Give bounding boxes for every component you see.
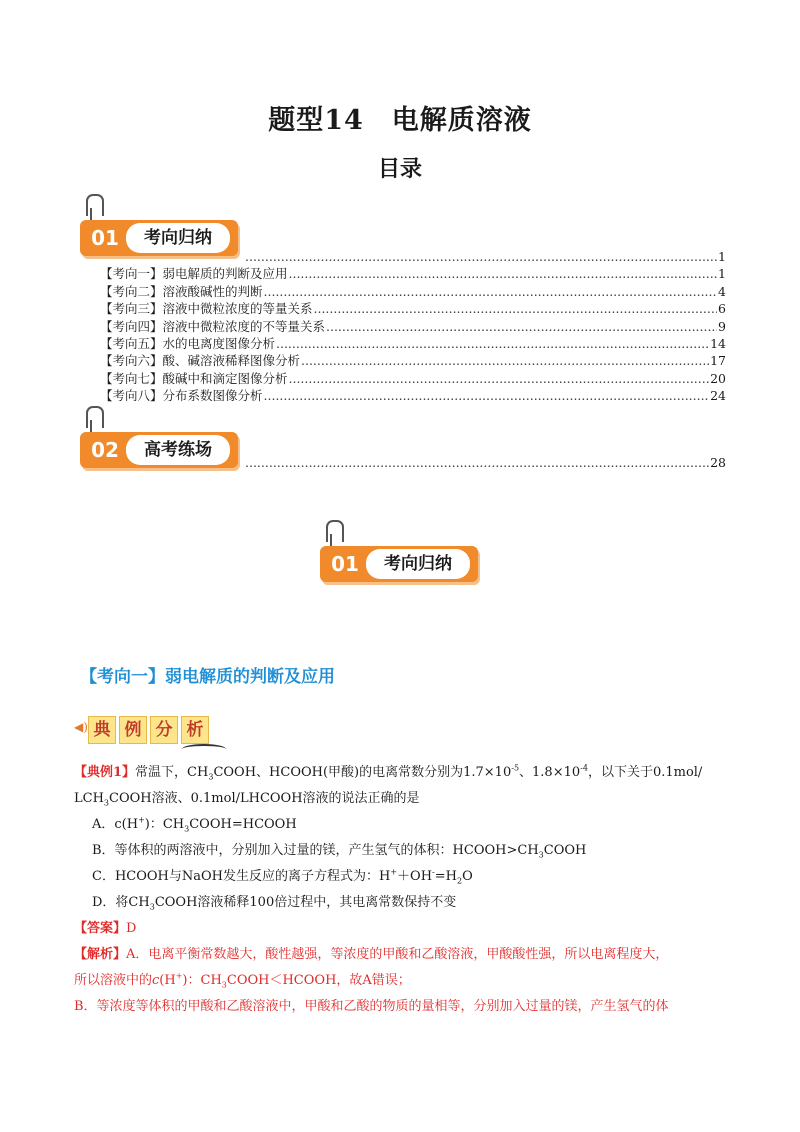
toc-row-section2[interactable] <box>244 454 726 471</box>
clip-icon <box>326 520 344 542</box>
tag-char: 例 <box>119 716 147 744</box>
badge-label: 考向归纳 <box>366 549 470 579</box>
toc-row[interactable] <box>100 387 726 404</box>
example-analysis-tag <box>74 716 234 752</box>
toc-section2 <box>244 454 726 471</box>
toc-page: 20 <box>710 370 726 386</box>
toc-label: 【考向七】酸碱中和滴定图像分析 <box>100 370 288 386</box>
speaker-icon: ◀) <box>74 720 88 734</box>
superscript: -4 <box>580 763 588 773</box>
section-heading: 【考向一】弱电解质的判断及应用 <box>80 667 335 687</box>
badge-number: 02 <box>91 438 119 462</box>
toc-page: 24 <box>710 388 726 404</box>
subscript: 3 <box>208 772 214 782</box>
clip-icon <box>86 406 104 428</box>
analysis-text: B．等浓度等体积的甲酸和乙酸溶液中，甲酸和乙酸的物质的量相等，分别加入过量的镁，产生氢气的体 <box>74 999 669 1014</box>
toc-row-section1[interactable] <box>100 248 726 265</box>
toc-row[interactable] <box>100 370 726 387</box>
page-title: 题型14 电解质溶液 <box>268 105 532 136</box>
toc-page: 1 <box>718 249 726 264</box>
subscript: 3 <box>103 798 110 808</box>
tag-char: 典 <box>88 716 116 744</box>
toc-label: 【考向二】溶液酸碱性的判断 <box>100 283 263 299</box>
option-c: C．HCOOH与NaOH发生反应的离子方程式为：$H^++OH^-=H_2O$ <box>92 867 473 886</box>
badge-number: 01 <box>91 226 119 250</box>
toc-page: 1 <box>718 266 726 282</box>
toc-row[interactable] <box>100 283 726 300</box>
badge-label: 高考练场 <box>126 435 230 465</box>
toc-page: 4 <box>718 283 726 299</box>
stem-text: ，以下关于0.1mol/ <box>587 765 703 780</box>
toc-row[interactable] <box>100 335 726 352</box>
toc-label: 【考向五】水的电离度图像分析 <box>100 336 276 352</box>
stem-text: COOH溶液、0.1mol/LHCOOH溶液的说法正确的是 <box>109 791 420 806</box>
toc-row[interactable] <box>100 352 726 369</box>
toc-page: 28 <box>710 455 726 470</box>
answer <box>74 916 734 942</box>
toc-page: 6 <box>718 301 726 317</box>
toc-label: 【考向八】分布系数图像分析 <box>100 388 263 404</box>
toc-label: 【考向三】溶液中微粒浓度的等量关系 <box>100 301 313 317</box>
toc-row[interactable] <box>100 265 726 282</box>
analysis-text: A．电离平衡常数越大，酸性越强，等浓度的甲酸和乙酸溶液，甲酸酸性强，所以电离程度大， <box>126 947 669 962</box>
badge-label: 考向归纳 <box>126 223 230 253</box>
toc-page: 9 <box>718 318 726 334</box>
analysis-text: 所以溶液中的 <box>74 973 153 988</box>
toc-row[interactable] <box>100 318 726 335</box>
toc-label: 【考向六】酸、碱溶液稀释图像分析 <box>100 353 301 369</box>
option-b: B．等体积的两溶液中，分别加入过量的镁，产生氢气的体积：$HCOOH>CH_3COOH$ <box>92 843 587 860</box>
table-of-contents <box>100 248 726 405</box>
option-d: D．将$CH_3COOH$溶液稀释100倍过程中，其电离常数保持不变 <box>92 895 457 912</box>
answer-tag: 【答案】 <box>74 921 127 936</box>
option-a: A．c(H+)：$CH_3COOH=HCOOH$ <box>92 815 297 834</box>
tag-char: 析 <box>181 716 209 744</box>
section-badge-01-body <box>318 520 486 586</box>
toc-label: 【考向一】弱电解质的判断及应用 <box>100 266 288 282</box>
toc-page: 17 <box>710 353 726 369</box>
superscript: -5 <box>511 763 520 773</box>
stem-text: LCH <box>74 791 104 806</box>
section-badge-02 <box>78 406 246 472</box>
stem-text: 常温下，CH <box>135 765 209 780</box>
answer-value: D <box>126 921 137 936</box>
badge-number: 01 <box>331 552 359 576</box>
question-stem <box>74 760 734 812</box>
toc-page: 14 <box>710 336 726 352</box>
stem-text: COOH、HCOOH(甲酸)的电离常数分别为1.7×10 <box>213 765 512 780</box>
analysis: 【解析】A．电离平衡常数越大，酸性越强，等浓度的甲酸和乙酸溶液，甲酸酸性强，所以电离程度大， 所以溶液中的c(H+)：$CH_3COOH<HCOOH$，故A错误； B．等浓度等体积的甲酸和乙酸溶液中，甲酸和乙酸的物质的量相等，分别加入过量的镁，产生氢气的体 <box>74 947 669 1014</box>
example-tag-label: 【典例1】 <box>74 765 136 780</box>
toc-row[interactable] <box>100 300 726 317</box>
toc-label: 【考向四】溶液中微粒浓度的不等量关系 <box>100 318 326 334</box>
stem-text: 、1.8×10 <box>519 765 581 780</box>
toc-heading: 目录 <box>377 156 422 182</box>
analysis-tag: 【解析】 <box>74 947 127 962</box>
tag-char: 分 <box>150 716 178 744</box>
clip-icon <box>86 194 104 216</box>
